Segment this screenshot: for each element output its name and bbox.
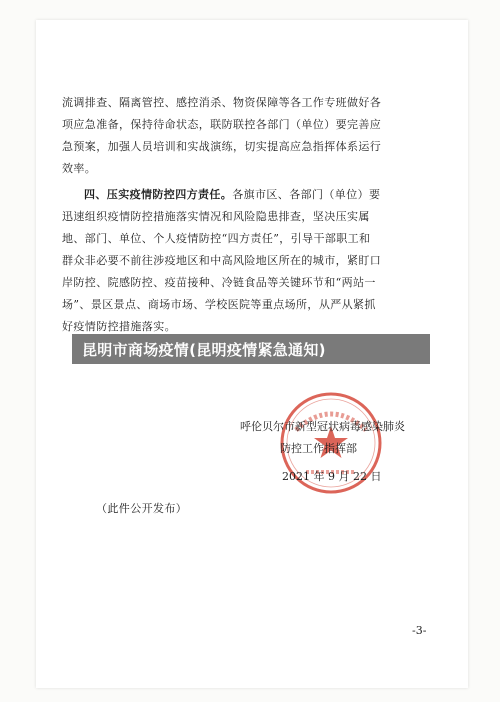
paragraph-2-line: 岸防控、院感防控、疫苗接种、冷链食品等关键环节和“两站一 — [62, 276, 376, 289]
paragraph-1-line: 流调排查、隔离管控、感控消杀、物资保障等各工作专班做好各 — [62, 96, 382, 109]
paragraph-2-line: 迅速组织疫情防控措施落实情况和风险隐患排查，坚决压实属 — [62, 210, 370, 223]
signature-date: 2021 年 9 月 22 日 — [282, 470, 382, 483]
paragraph-2 — [62, 184, 448, 338]
title-overlay-banner — [72, 334, 430, 364]
page-number: -3- — [412, 624, 427, 637]
overlay-caption: 昆明市商场疫情(昆明疫情紧急通知) — [82, 340, 326, 359]
paragraph-1 — [62, 92, 448, 180]
paragraph-1-line: 项应急准备，保持待命状态，联防联控各部门（单位）要完善应 — [62, 118, 382, 131]
paragraph-2-line: 群众非必要不前往涉疫地区和中高风险地区所在的城市，紧盯口 — [62, 254, 382, 267]
section-4-first-line-rest: 各旗市区、各部门（单位）要 — [232, 188, 381, 201]
section-4-heading: 四、压实疫情防控四方责任。 — [84, 188, 233, 201]
paragraph-2-line: 好疫情防控措施落实。 — [62, 320, 176, 333]
paragraph-2-line: 地、部门、单位、个人疫情防控“四方责任”，引导干部职工和 — [62, 232, 371, 245]
paragraph-2-line: 场”、景区景点、商场市场、学校医院等重点场所，从严从紧抓 — [62, 298, 376, 311]
paragraph-1-line: 效率。 — [62, 162, 97, 175]
paragraph-1-line: 急预案，加强人员培训和实战演练，切实提高应急指挥体系运行 — [62, 140, 382, 153]
section-4-first-line — [62, 184, 448, 206]
publish-note: （此件公开发布） — [96, 502, 188, 515]
signature-org-line1: 呼伦贝尔市新型冠状病毒感染肺炎 — [240, 420, 405, 433]
signature-org-line2: 防控工作指挥部 — [280, 442, 357, 455]
